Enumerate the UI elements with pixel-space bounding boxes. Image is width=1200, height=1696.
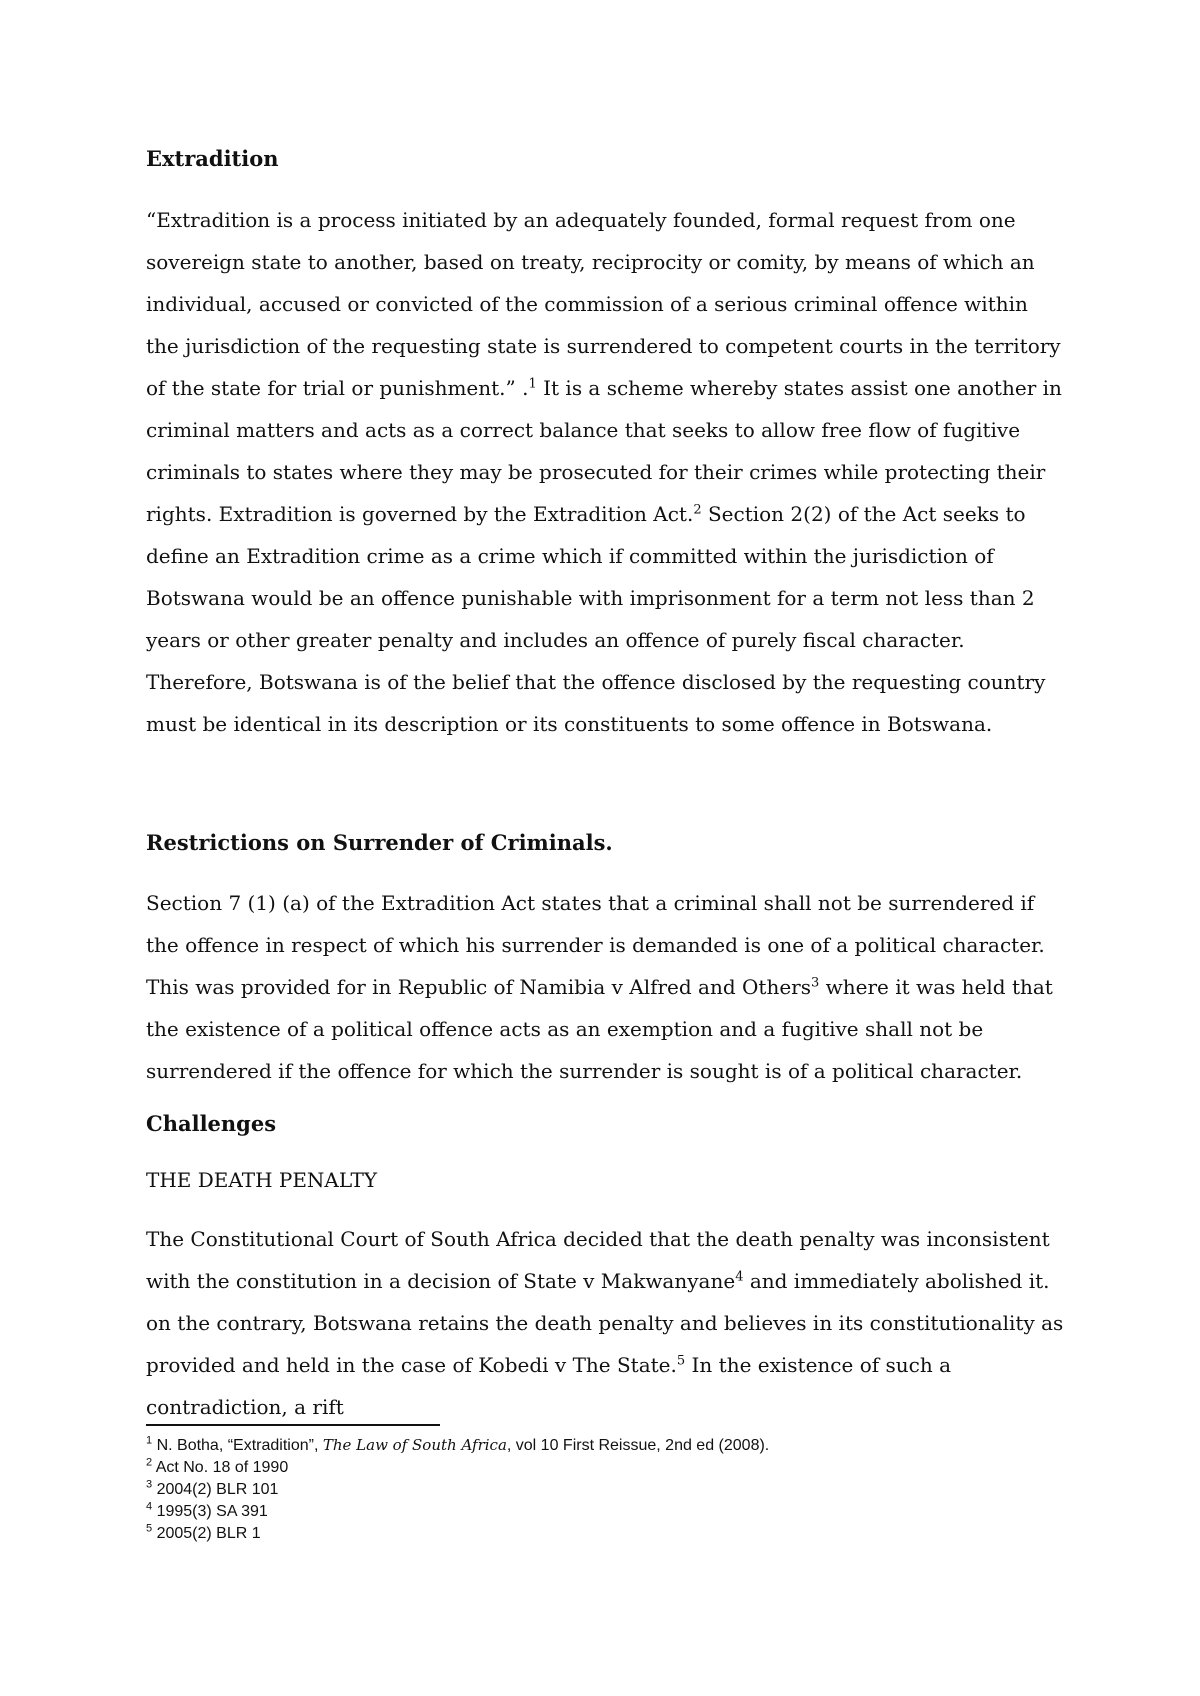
- extradition-quote: “Extradition is a process initiated by an adequately founded, formal request from one sovereign state to another, based on treaty, reciprocity or comity, by means of which an individual, accused or convicted of the commission of a serious criminal offence within the jurisdiction of the requesting state is surrendered to competent courts in the territory of the state for trial or punishment.” .: [146, 208, 1061, 400]
- footnote-4: [146, 1501, 1046, 1523]
- footnote-ref-1: 1: [528, 376, 537, 392]
- footnote-3: [146, 1479, 1046, 1501]
- footnote-separator: [146, 1424, 440, 1426]
- challenges-paragraph: [146, 1218, 1066, 1428]
- restrictions-paragraph: [146, 882, 1066, 1092]
- footnote-2-number: 2: [146, 1456, 153, 1469]
- footnote-1-number: 1: [146, 1434, 153, 1447]
- challenges-text-2: and immediately abolished it. on the contrary, Botswana retains the death penalty and believes in its constitutionality as provided and held in the case of Kobedi v The State.: [146, 1269, 1064, 1377]
- footnote-3-text: 2004(2) BLR 101: [152, 1481, 279, 1498]
- restrictions-text-2: where it was held that the existence of a political offence acts as an exemption and a fugitive shall not be surrendered if the offence for which the surrender is sought is of a political character.: [146, 975, 1053, 1083]
- footnote-5: [146, 1523, 1046, 1545]
- extradition-heading: Extradition: [146, 146, 279, 171]
- footnote-ref-2: 2: [693, 502, 702, 518]
- footnote-5-number: 5: [146, 1522, 153, 1535]
- footnote-3-number: 3: [146, 1478, 153, 1491]
- extradition-text-3: Section 2(2) of the Act seeks to define an Extradition crime as a crime which if committed within the jurisdiction of Botswana would be an offence punishable with imprisonment for a term not less than 2 years or other greater penalty and includes an offence of purely fiscal character. Therefore, Botswana is of the belief that the offence disclosed by the requesting country must be identical in its description or its constituents to some offence in Botswana.: [146, 502, 1046, 736]
- footnote-ref-3: 3: [811, 975, 820, 991]
- footnote-1-details: , vol 10 First Reissue, 2nd ed (2008).: [506, 1437, 770, 1454]
- footnote-2: [146, 1457, 1046, 1479]
- challenges-heading: Challenges: [146, 1111, 277, 1136]
- footnotes: [146, 1434, 1046, 1545]
- challenges-text-1: The Constitutional Court of South Africa decided that the death penalty was inconsistent with the constitution in a decision of State v Makwanyane: [146, 1227, 1050, 1293]
- footnote-2-text: Act No. 18 of 1990: [152, 1459, 289, 1476]
- restrictions-text-1: Section 7 (1) (a) of the Extradition Act states that a criminal shall not be surrendered if the offence in respect of which his surrender is demanded is one of a political character. This was provided for in Republic of Namibia v Alfred and Others: [146, 891, 1045, 999]
- death-penalty-subheading: THE DEATH PENALTY: [146, 1168, 378, 1192]
- footnote-ref-5: 5: [676, 1353, 686, 1369]
- footnote-1: [146, 1434, 1046, 1457]
- restrictions-heading: Restrictions on Surrender of Criminals.: [146, 830, 613, 855]
- extradition-text-2: It is a scheme whereby states assist one another in criminal matters and acts as a correct balance that seeks to allow free flow of fugitive criminals to states where they may be prosecuted for their crimes while protecting their rights. Extradition is governed by the Extradition Act.: [146, 376, 1062, 526]
- footnote-1-title: The Law of South Africa: [322, 1436, 507, 1454]
- footnote-4-number: 4: [146, 1500, 153, 1513]
- footnote-5-text: 2005(2) BLR 1: [152, 1525, 261, 1542]
- footnote-1-author: N. Botha, “Extradition”,: [152, 1437, 323, 1454]
- footnote-ref-4: 4: [735, 1269, 744, 1285]
- footnote-4-text: 1995(3) SA 391: [152, 1503, 268, 1520]
- extradition-paragraph: [146, 199, 1066, 745]
- challenges-text-3: In the existence of such a contradiction, a rift: [146, 1353, 951, 1419]
